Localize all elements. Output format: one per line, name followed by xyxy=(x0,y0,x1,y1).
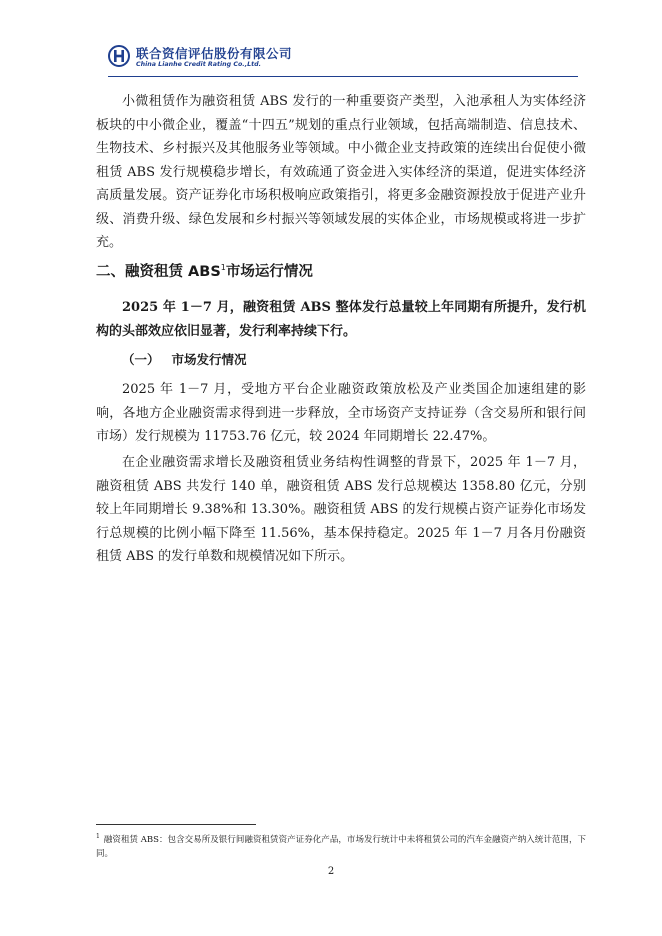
company-name-en: China Lianhe Credit Rating Co.,Ltd. xyxy=(136,61,262,68)
section-heading-text: 二、融资租赁 ABS xyxy=(96,264,221,280)
leasing-paragraph: 在企业融资需求增长及融资租赁业务结构性调整的背景下，2025 年 1－7 月，融资租赁 ABS 共发行 140 单，融资租赁 ABS 发行总规模达 1358.80 亿元，分别较上年同期增长 9.38%和 13.30%。融资租赁 ABS 的发行规模占资产证券化市场发行总规模的比例小幅下降至 11.56%，基本保持稳定。2025 年 1－7 月各月份融资租赁 ABS 的发行单数和规模情况如下所示。 xyxy=(96,455,586,564)
section-heading xyxy=(96,260,313,281)
footnote-text: 融资租赁 ABS：包含交易所及银行间融资租赁资产证券化产品，市场发行统计中未将租赁公司的汽车金融资产纳入统计范围，下同。 xyxy=(96,834,586,859)
company-name-cn: 联合资信评估股份有限公司 xyxy=(136,46,293,61)
footnote-marker: 1 xyxy=(96,833,100,840)
market-paragraph: 2025 年 1－7 月，受地方平台企业融资政策放松及产业类国企加速组建的影响，各地方企业融资需求得到进一步释放，全市场资产支持证券（含交易所和银行间市场）发行规模为 11753.76 亿元，较 2024 年同期增长 22.47%。 xyxy=(96,382,586,444)
subsection-title: 市场发行情况 xyxy=(171,352,247,367)
subsection-heading xyxy=(122,350,247,368)
subsection-number: （一） xyxy=(122,352,160,367)
page-number: 2 xyxy=(327,866,335,877)
section-heading-tail: 市场运行情况 xyxy=(225,264,313,280)
lianhe-logo-icon xyxy=(108,45,130,67)
footnote xyxy=(96,830,586,861)
section-lead: 2025 年 1－7 月，融资租赁 ABS 整体发行总量较上年同期有所提升，发行机构的头部效应依旧显著，发行利率持续下行。 xyxy=(96,300,586,339)
footnote-ref: 1 xyxy=(220,263,226,273)
page-header xyxy=(108,42,578,77)
footnote-divider xyxy=(96,824,256,825)
intro-paragraph: 小微租赁作为融资租赁 ABS 发行的一种重要资产类型，入池承租人为实体经济板块的中小微企业，覆盖“十四五”规划的重点行业领域，包括高端制造、信息技术、生物技术、乡村振兴及其他服务业等领域。中小微企业支持政策的连续出台促使小微租赁 ABS 发行规模稳步增长，有效疏通了资金进入实体经济的渠道，促进实体经济高质量发展。资产证券化市场积极响应政策指引，将更多金融资源投放于促进产业升级、消费升级、绿色发展和乡村振兴等领域发展的实体企业，市场规模或将进一步扩充。 xyxy=(96,94,586,250)
